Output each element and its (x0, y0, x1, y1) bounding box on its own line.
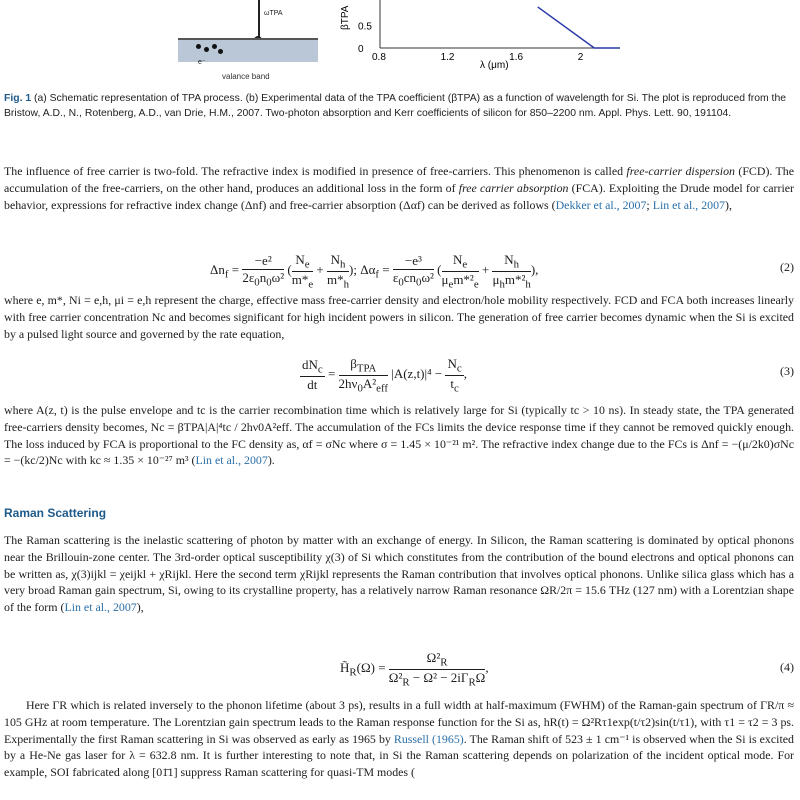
equation-3-number: (3) (780, 364, 794, 378)
equation-3: $\frac{dN_c}{dt}$ = $\frac{\beta_{TPA}}{2h\nu_0A^2_{eff}}$ |A(z,t)|⁴ − $\frac{N_c}{t_c}$ , (302, 356, 467, 395)
text-run: The influence of free carrier is two-fold. The refractive index is modified in presence of free-carriers. This phenomenon is called (4, 164, 627, 178)
text-run: where A(z, t) is the pulse envelope and tc is the carrier recombination time which is relatively large for Si (typically tc > 10 ns). In steady state, the TPA generated free-carriers density becomes, Nc = βTPA|A|⁴tc / 2hν0A²eff. The accumulation of the FCs limits the device response time if they cannot be removed quickly enough. The loss induced by FCA is proportional to the FC density as, αf = σNc where σ = 1.45 × 10⁻²¹ m². The refractive index change due to the FCs is Δnf = −(μ/2k0)σNc = −(kc/2)Nc with kc ≈ 1.35 × 10⁻²⁷ m³ ( (4, 403, 794, 468)
text-emphasis: free-carrier dispersion (626, 164, 736, 178)
text-run: (FCA). Exploiting the Drude model for carrier behavior, expressions for refractive index change (Δnf) and free-carrier absorption (Δαf) can be derived as follows ( (4, 180, 794, 212)
tpa-plot (330, 0, 620, 70)
electron-dot (196, 44, 201, 49)
electron-label: e⁻ (198, 59, 206, 66)
equation-4-number: (4) (780, 660, 794, 674)
citation-link[interactable]: Lin et al., 2007 (195, 453, 268, 468)
electron-dot (218, 49, 223, 54)
text-run: . The Raman shift of 523 ± 1 cm⁻¹ is observed when the Si is excited by a He-Ne gas laser for λ = 632.8 nm. It is further interesting to note that, in Si the Raman scattering depends on polarization of the incident optical mode. For example, SOI fabricated along [01̄1] suppress Raman scattering for quasi-TM modes ( (4, 731, 794, 780)
text-run: ; (646, 197, 653, 212)
caption-text: (a) Schematic representation of TPA process. (b) Experimental data of the TPA coefficient (βTPA) as a function of wavelength for Si. The plot is reproduced from the Bristow, A.D., N., Rotenberg, A.D., van Drie, H.M., 2007. Two-photon absorption and Kerr coefficients of silicon for 850–2200 nm. Appl. Phys. Lett. 90, 191104. (4, 93, 787, 119)
photon-stem (258, 0, 260, 40)
text-run: ). (267, 453, 275, 468)
text-run: The Raman scattering is the inelastic scattering of photon by matter with an exchange of energy. In Silicon, the Raman scattering is dominated by optical phonons near the Brillouin-zone center. The 3rd-order optical susceptibility χ(3) of Si which constitutes from the contribution of the bound electrons and optical phonons can be written as, χ(3)ijkl = χeijkl + χRijkl. Here the second term χRijkl represents the Raman contribution that involves optical phonons. Unlike silica glass which has a very broad Raman gain spectrum, Si, owing to its crystalline property, has a relatively narrow Raman resonance ΩR/2π = 15.6 THz (127 nm) with a Lorentzian shape of the form ( (4, 533, 794, 615)
equation-4: $H̃_R(\Omega)$ = $\frac{\Omega^2_R}{\Omega^2_R - \Omega^2 - 2i\Gamma_R\Omega}$ , (340, 650, 489, 689)
text-run: (FCD). The accumulation of the free-carriers, on the other hand, produces an additional loss in the form of (4, 164, 795, 195)
text-emphasis: free carrier absorption (458, 180, 569, 195)
electron-dot (212, 44, 217, 49)
paragraph-raman (4, 532, 794, 616)
plot-y-tick: 0 (358, 44, 364, 55)
equation-2: $\Delta n_f$ = $\frac{\text{−e²}}{2\varepsilon_0n_0\omega^2}$ ( $\frac{N_e}{m*_e}$ + $\frac{N_h}{m*_h}$ ); $\Delta\alpha_f$ = $\frac{\text{−e³}}{\varepsilon_0cn_0\omega^2}$ ( $\frac{N_e}{\mu_em*^2_e}$ + $\frac{N_h}{\mu_hm*^2_h}$ ), (210, 252, 539, 291)
plot-y-tick: 0.5 (358, 21, 372, 33)
electron-dot (204, 47, 209, 52)
text-run: ), (725, 197, 732, 212)
citation-link[interactable]: Lin et al., 2007 (64, 600, 137, 615)
section-heading-raman: Raman Scattering (4, 506, 107, 520)
tpa-curve-line (538, 7, 620, 48)
omega-tpa-label: ωTPA (264, 10, 283, 17)
paragraph-steady-state (4, 402, 794, 469)
text-run: Here ΓR which is related inversely to the phonon lifetime (about 3 ps), results in a full width at half-maximum (FWHM) of the Raman-gain spectrum of ΓR/π ≈ 105 GHz at room temperature. The Lorentzian gain spectrum leads to the Raman response function for the Si as, hR(t) = Ω²Rτ1exp(t/τ2)sin(t/τ1), with τ1 = τ2 = 3 ps. Experimentally the first Raman scattering in Si was observed as early as 1965 by (4, 698, 794, 746)
plot-x-label: λ (μm) (480, 60, 509, 70)
plot-x-tick: 1.2 (440, 52, 455, 63)
citation-link[interactable]: Lin et al., 2007 (652, 197, 726, 212)
caption-label: Fig. 1 (4, 93, 32, 104)
figure-caption (4, 92, 794, 121)
paragraph-raman-response (4, 697, 794, 781)
citation-link[interactable]: Russell (1965) (393, 731, 464, 746)
citation-link[interactable]: Dekker et al., 2007 (555, 197, 647, 212)
paragraph-fcd-fca: where e, m*, Ni = e,h, μi = e,h represent the charge, effective mass free-carrier density and electron/hole mobility respectively. FCD and FCA both increases linearly with free carrier concentration Nc and becomes significant for high incident powers in silicon. The generation of free carrier becomes dynamic when the Si is excited by a pulsed light source and governed by the rate equation, (4, 293, 794, 341)
paragraph-free-carrier (4, 163, 794, 213)
figure-1 (0, 0, 800, 88)
valence-band-label: valance band (222, 72, 270, 81)
plot-x-tick: 2 (577, 52, 584, 63)
text-run: ), (136, 600, 144, 615)
plot-x-tick: 0.8 (372, 52, 386, 63)
equation-2-number: (2) (780, 260, 794, 274)
plot-x-tick: 1.6 (509, 52, 524, 63)
plot-y-label: βTPA (340, 5, 351, 30)
